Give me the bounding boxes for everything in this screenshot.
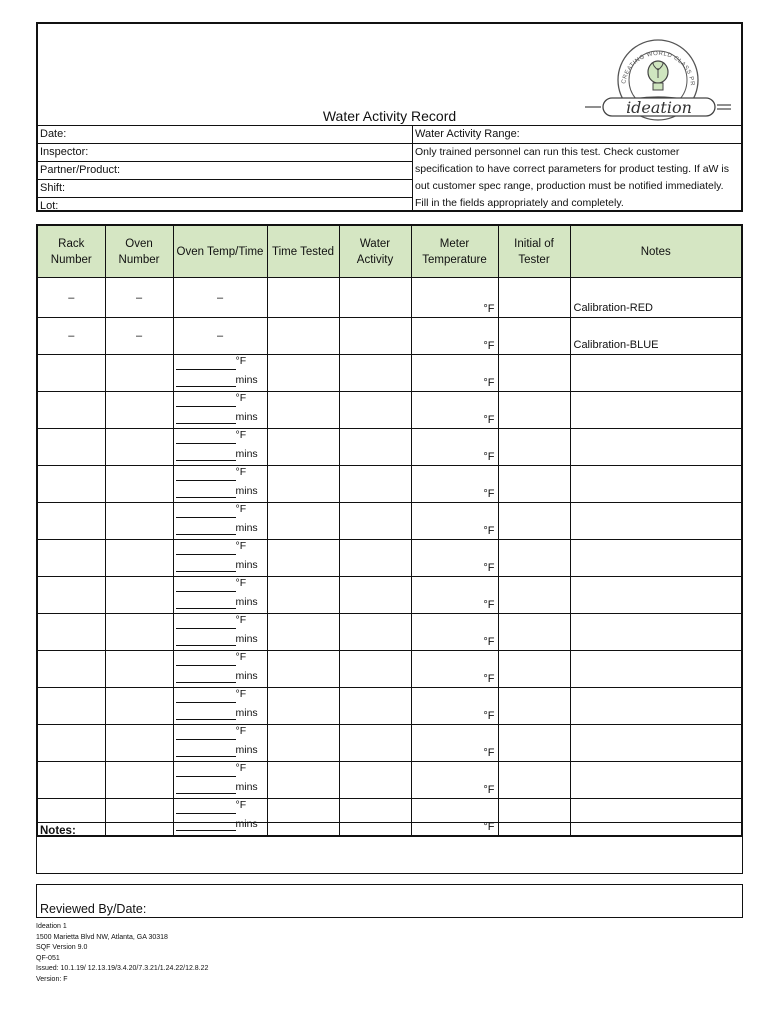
water-activity-cell[interactable] bbox=[339, 392, 411, 429]
notes-cell[interactable] bbox=[570, 503, 742, 540]
time-blank[interactable] bbox=[176, 446, 236, 461]
degree-unit: °F bbox=[235, 614, 247, 626]
tester-initial-cell[interactable] bbox=[498, 577, 570, 614]
col-header-meter-temperature: Meter Temperature bbox=[411, 225, 498, 278]
water-activity-cell[interactable] bbox=[339, 429, 411, 466]
entry-row bbox=[37, 651, 742, 688]
rack-cell: – bbox=[37, 278, 105, 318]
oven-cell: – bbox=[105, 278, 173, 318]
oven-temp-time-cell[interactable] bbox=[173, 355, 267, 392]
instructions-text: Only trained personnel can run this test. Check customer specification to have correct parameters for product testing. If aW is out customer spec range, production must be notified immediately. Fill in the fields appropriately and completely. bbox=[415, 146, 729, 209]
water-activity-cell[interactable] bbox=[339, 355, 411, 392]
col-header-time-tested: Time Tested bbox=[267, 225, 339, 278]
oven-temp-cell: – bbox=[173, 318, 267, 355]
entry-row bbox=[37, 392, 742, 429]
rack-cell[interactable] bbox=[37, 540, 105, 577]
entry-row bbox=[37, 688, 742, 725]
tester-initial-cell[interactable] bbox=[498, 392, 570, 429]
temp-blank[interactable] bbox=[176, 503, 236, 518]
oven-cell[interactable] bbox=[105, 725, 173, 762]
entry-row bbox=[37, 540, 742, 577]
temp-blank[interactable] bbox=[176, 429, 236, 444]
notes-cell[interactable] bbox=[570, 762, 742, 799]
temp-blank[interactable] bbox=[176, 725, 236, 740]
meter-temp-cell[interactable]: °F bbox=[411, 762, 498, 799]
time-tested-cell[interactable] bbox=[267, 577, 339, 614]
notes-cell[interactable] bbox=[570, 540, 742, 577]
meter-temp-cell[interactable]: °F bbox=[411, 318, 498, 355]
oven-cell[interactable] bbox=[105, 392, 173, 429]
time-tested-cell[interactable] bbox=[267, 466, 339, 503]
time-blank[interactable] bbox=[176, 557, 236, 572]
time-tested-cell[interactable] bbox=[267, 278, 339, 318]
water-activity-cell[interactable] bbox=[339, 577, 411, 614]
water-activity-cell[interactable] bbox=[339, 688, 411, 725]
notes-cell[interactable] bbox=[570, 651, 742, 688]
temp-blank[interactable] bbox=[176, 614, 236, 629]
rack-cell[interactable] bbox=[37, 392, 105, 429]
info-fields bbox=[38, 125, 412, 215]
water-activity-cell[interactable] bbox=[339, 318, 411, 355]
calibration-row-red bbox=[37, 278, 742, 318]
water-activity-cell[interactable] bbox=[339, 725, 411, 762]
tester-initial-cell[interactable] bbox=[498, 278, 570, 318]
svg-text:CREATING WORLD CLASS PRODUCTS bbox=[583, 28, 695, 87]
oven-temp-time-cell[interactable] bbox=[173, 429, 267, 466]
entry-row bbox=[37, 725, 742, 762]
rack-cell[interactable] bbox=[37, 503, 105, 540]
oven-temp-time-cell[interactable] bbox=[173, 762, 267, 799]
mins-unit: mins bbox=[235, 818, 258, 830]
time-blank[interactable] bbox=[176, 705, 236, 720]
oven-cell[interactable] bbox=[105, 651, 173, 688]
entry-row bbox=[37, 614, 742, 651]
page-title: Water Activity Record bbox=[322, 108, 457, 124]
oven-cell[interactable] bbox=[105, 466, 173, 503]
time-blank[interactable] bbox=[176, 594, 236, 609]
time-tested-cell[interactable] bbox=[267, 355, 339, 392]
time-tested-cell[interactable] bbox=[267, 429, 339, 466]
water-activity-cell[interactable] bbox=[339, 540, 411, 577]
logo-graphic bbox=[583, 28, 733, 126]
time-blank[interactable] bbox=[176, 742, 236, 757]
mins-unit: mins bbox=[235, 485, 258, 497]
date-field[interactable]: Date: bbox=[38, 126, 412, 144]
oven-cell[interactable] bbox=[105, 355, 173, 392]
water-activity-log-table bbox=[36, 224, 743, 837]
water-activity-cell[interactable] bbox=[339, 762, 411, 799]
temp-blank[interactable] bbox=[176, 577, 236, 592]
temp-blank[interactable] bbox=[176, 651, 236, 666]
time-tested-cell[interactable] bbox=[267, 392, 339, 429]
entry-row bbox=[37, 466, 742, 503]
time-blank[interactable] bbox=[176, 483, 236, 498]
mins-unit: mins bbox=[235, 744, 258, 756]
temp-blank[interactable] bbox=[176, 799, 236, 814]
mins-unit: mins bbox=[235, 411, 258, 423]
temp-blank[interactable] bbox=[176, 466, 236, 481]
col-header-oven-number: Oven Number bbox=[105, 225, 173, 278]
tester-initial-cell[interactable] bbox=[498, 466, 570, 503]
degree-unit: °F bbox=[235, 799, 247, 811]
mins-unit: mins bbox=[235, 596, 258, 608]
tester-initial-cell[interactable] bbox=[498, 503, 570, 540]
degree-unit: °F bbox=[235, 355, 247, 367]
oven-temp-time-cell[interactable] bbox=[173, 466, 267, 503]
oven-cell[interactable] bbox=[105, 540, 173, 577]
oven-temp-cell: – bbox=[173, 278, 267, 318]
notes-cell[interactable] bbox=[570, 466, 742, 503]
temp-blank[interactable] bbox=[176, 762, 236, 777]
tester-initial-cell[interactable] bbox=[498, 355, 570, 392]
oven-temp-time-cell[interactable] bbox=[173, 725, 267, 762]
meter-temp-cell[interactable]: °F bbox=[411, 355, 498, 392]
partner-product-field[interactable]: Partner/Product: bbox=[38, 162, 412, 180]
meter-temp-cell[interactable]: °F bbox=[411, 725, 498, 762]
footer-address: 1500 Marietta Blvd NW, Atlanta, GA 30318 bbox=[36, 933, 168, 941]
tester-initial-cell[interactable] bbox=[498, 318, 570, 355]
col-header-water-activity: Water Activity bbox=[339, 225, 411, 278]
col-header-oven-temp-time: Oven Temp/Time bbox=[173, 225, 267, 278]
degree-unit: °F bbox=[235, 577, 247, 589]
tester-initial-cell[interactable] bbox=[498, 540, 570, 577]
notes-cell[interactable] bbox=[570, 355, 742, 392]
time-tested-cell[interactable] bbox=[267, 540, 339, 577]
rack-cell[interactable] bbox=[37, 688, 105, 725]
rack-cell[interactable] bbox=[37, 355, 105, 392]
mins-unit: mins bbox=[235, 448, 258, 460]
oven-cell: – bbox=[105, 318, 173, 355]
water-activity-cell[interactable] bbox=[339, 278, 411, 318]
oven-temp-time-cell[interactable] bbox=[173, 503, 267, 540]
notes-cell[interactable] bbox=[570, 577, 742, 614]
degree-unit: °F bbox=[235, 725, 247, 737]
footer-issued: Issued: 10.1.19/ 12.13.19/3.4.20/7.3.21/1.24.22/12.8.22 bbox=[36, 965, 209, 972]
lot-field[interactable]: Lot: bbox=[40, 200, 59, 212]
notes-cell[interactable] bbox=[570, 429, 742, 466]
time-blank[interactable] bbox=[176, 372, 236, 387]
meter-temp-cell[interactable]: °F bbox=[411, 278, 498, 318]
notes-cell[interactable]: Calibration-BLUE bbox=[570, 318, 742, 355]
oven-temp-time-cell[interactable] bbox=[173, 577, 267, 614]
oven-temp-time-cell[interactable] bbox=[173, 392, 267, 429]
footer-version: Version: F bbox=[36, 975, 68, 983]
degree-unit: °F bbox=[235, 429, 247, 441]
col-header-initial-of-tester: Initial of Tester bbox=[498, 225, 570, 278]
notes-cell[interactable]: Calibration-RED bbox=[570, 278, 742, 318]
tester-initial-cell[interactable] bbox=[498, 651, 570, 688]
mins-unit: mins bbox=[235, 670, 258, 682]
entry-row bbox=[37, 355, 742, 392]
reviewed-by-box[interactable] bbox=[36, 884, 743, 918]
water-activity-cell[interactable] bbox=[339, 466, 411, 503]
oven-temp-time-cell[interactable] bbox=[173, 614, 267, 651]
table-header-row bbox=[37, 225, 742, 278]
rack-cell[interactable] bbox=[37, 651, 105, 688]
reviewed-by-label: Reviewed By/Date: bbox=[40, 902, 147, 916]
mins-unit: mins bbox=[235, 522, 258, 534]
oven-cell[interactable] bbox=[105, 688, 173, 725]
oven-cell[interactable] bbox=[105, 429, 173, 466]
degree-unit: °F bbox=[235, 392, 247, 404]
meter-temp-cell[interactable]: °F bbox=[411, 466, 498, 503]
time-tested-cell[interactable] bbox=[267, 318, 339, 355]
footer-form-code: QF-051 bbox=[36, 954, 60, 962]
water-activity-cell[interactable] bbox=[339, 503, 411, 540]
oven-temp-time-cell[interactable] bbox=[173, 540, 267, 577]
tester-initial-cell[interactable] bbox=[498, 429, 570, 466]
col-header-notes: Notes bbox=[570, 225, 742, 278]
degree-unit: °F bbox=[235, 762, 247, 774]
time-blank[interactable] bbox=[176, 631, 236, 646]
time-blank[interactable] bbox=[176, 779, 236, 794]
logo-arc-text: CREATING WORLD CLASS PR bbox=[621, 50, 696, 87]
oven-cell[interactable] bbox=[105, 762, 173, 799]
meter-temp-cell[interactable]: °F bbox=[411, 651, 498, 688]
rack-cell[interactable] bbox=[37, 725, 105, 762]
entry-row bbox=[37, 577, 742, 614]
time-tested-cell[interactable] bbox=[267, 503, 339, 540]
mins-unit: mins bbox=[235, 707, 258, 719]
meter-temp-cell[interactable]: °F bbox=[411, 577, 498, 614]
footer-company: Ideation 1 bbox=[36, 923, 67, 930]
degree-unit: °F bbox=[235, 651, 247, 663]
rack-cell: – bbox=[37, 318, 105, 355]
time-tested-cell[interactable] bbox=[267, 762, 339, 799]
oven-cell[interactable] bbox=[105, 577, 173, 614]
mins-unit: mins bbox=[235, 633, 258, 645]
entry-row bbox=[37, 762, 742, 799]
water-activity-cell[interactable] bbox=[339, 651, 411, 688]
degree-unit: °F bbox=[235, 688, 247, 700]
meter-temp-cell[interactable]: °F bbox=[411, 429, 498, 466]
meter-temp-cell[interactable]: °F bbox=[411, 503, 498, 540]
rack-cell[interactable] bbox=[37, 466, 105, 503]
notes-cell[interactable] bbox=[570, 392, 742, 429]
degree-unit: °F bbox=[235, 466, 247, 478]
meter-temp-cell[interactable]: °F bbox=[411, 540, 498, 577]
time-tested-cell[interactable] bbox=[267, 725, 339, 762]
degree-unit: °F bbox=[235, 540, 247, 552]
rack-cell[interactable] bbox=[37, 429, 105, 466]
range-panel bbox=[412, 125, 741, 210]
time-tested-cell[interactable] bbox=[267, 614, 339, 651]
degree-unit: °F bbox=[235, 503, 247, 515]
temp-blank[interactable] bbox=[176, 540, 236, 555]
meter-temp-cell[interactable]: °F bbox=[411, 614, 498, 651]
rack-cell[interactable] bbox=[37, 614, 105, 651]
mins-unit: mins bbox=[235, 781, 258, 793]
notes-cell[interactable] bbox=[570, 614, 742, 651]
form-header bbox=[36, 22, 743, 212]
shift-field[interactable]: Shift: bbox=[38, 180, 412, 198]
time-blank[interactable] bbox=[176, 668, 236, 683]
time-blank[interactable] bbox=[176, 409, 236, 424]
notes-cell[interactable] bbox=[570, 725, 742, 762]
entry-row bbox=[37, 429, 742, 466]
tester-initial-cell[interactable] bbox=[498, 725, 570, 762]
meter-temp-cell[interactable]: °F bbox=[411, 799, 498, 837]
mins-unit: mins bbox=[235, 559, 258, 571]
temp-blank[interactable] bbox=[176, 688, 236, 703]
time-blank[interactable] bbox=[176, 520, 236, 535]
oven-cell[interactable] bbox=[105, 503, 173, 540]
oven-cell[interactable] bbox=[105, 614, 173, 651]
col-header-rack-number: Rack Number bbox=[37, 225, 105, 278]
rack-cell[interactable] bbox=[37, 577, 105, 614]
meter-temp-cell[interactable]: °F bbox=[411, 392, 498, 429]
notes-label: Notes: bbox=[40, 825, 76, 837]
temp-blank[interactable] bbox=[176, 355, 236, 370]
entry-row bbox=[37, 503, 742, 540]
time-tested-cell[interactable] bbox=[267, 688, 339, 725]
mins-unit: mins bbox=[235, 374, 258, 386]
tester-initial-cell[interactable] bbox=[498, 688, 570, 725]
calibration-row-blue bbox=[37, 318, 742, 355]
time-tested-cell[interactable] bbox=[267, 651, 339, 688]
tester-initial-cell[interactable] bbox=[498, 614, 570, 651]
notes-box[interactable] bbox=[36, 822, 743, 874]
inspector-field[interactable]: Inspector: bbox=[38, 144, 412, 162]
water-activity-cell[interactable] bbox=[339, 614, 411, 651]
ideation-logo bbox=[583, 28, 733, 126]
notes-cell[interactable] bbox=[570, 688, 742, 725]
logo-wordmark: ideation bbox=[626, 98, 692, 117]
temp-blank[interactable] bbox=[176, 392, 236, 407]
rack-cell[interactable] bbox=[37, 762, 105, 799]
oven-temp-time-cell[interactable] bbox=[173, 651, 267, 688]
lightbulb-icon bbox=[648, 61, 668, 90]
water-activity-range-field[interactable]: Water Activity Range: bbox=[413, 126, 741, 144]
meter-temp-cell[interactable]: °F bbox=[411, 688, 498, 725]
oven-temp-time-cell[interactable] bbox=[173, 688, 267, 725]
tester-initial-cell[interactable] bbox=[498, 762, 570, 799]
document-footer bbox=[36, 922, 208, 985]
footer-sqf-version: SQF Version 9.0 bbox=[36, 944, 88, 951]
